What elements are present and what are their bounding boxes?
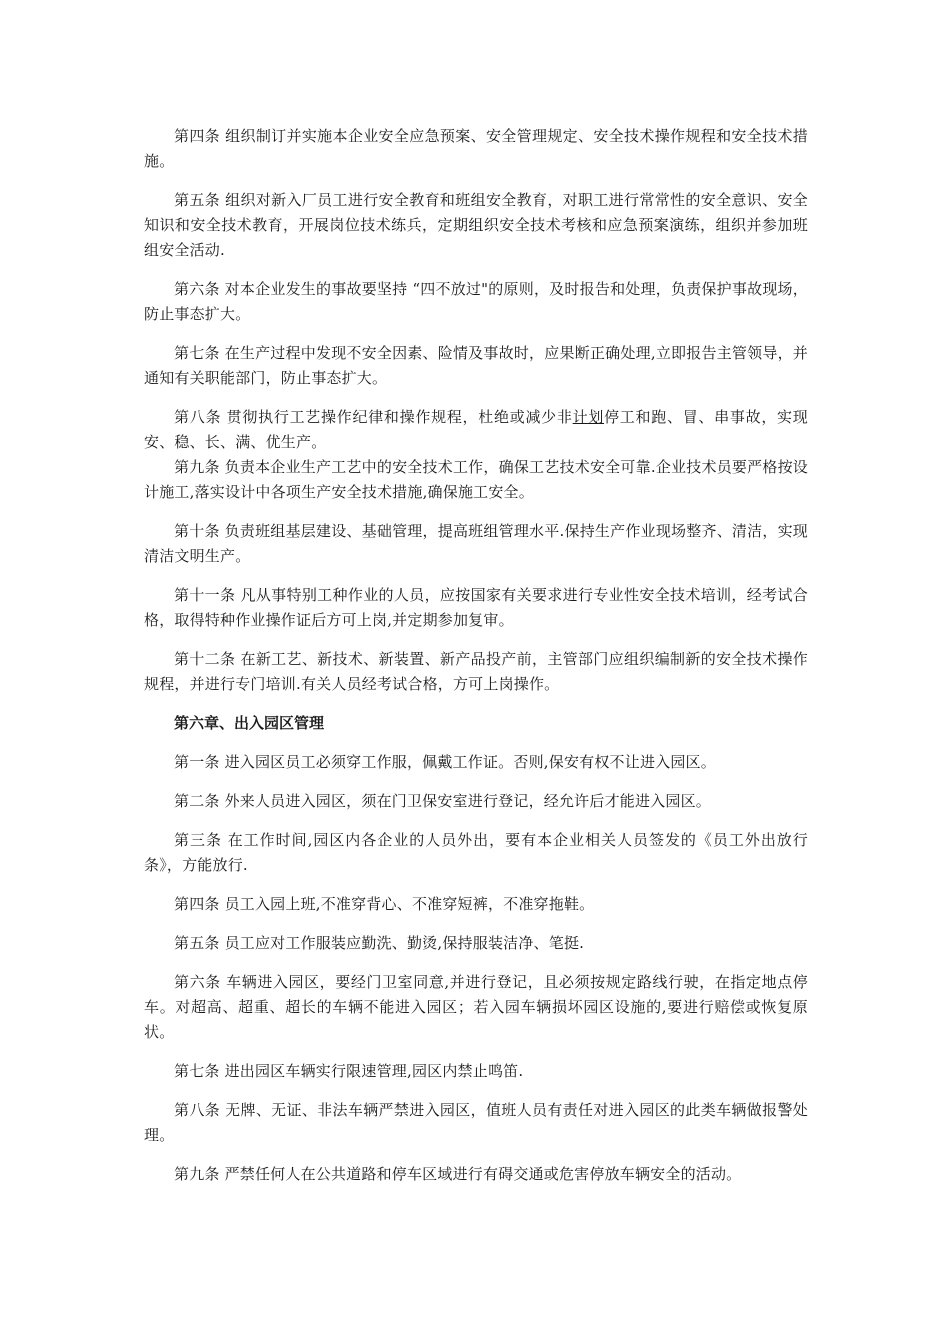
article-5-paragraph: 第五条 组织对新入厂员工进行安全教育和班组安全教育，对职工进行常常性的安全意识、安全知识和安全技术教育，开展岗位技术练兵，定期组织安全技术考核和应急预案演练，组织并参加班组安全活动. bbox=[144, 191, 808, 259]
chapter-6-article-1: 第一条 进入园区员工必须穿工作服，佩戴工作证。否则,保安有权不让进入园区。 bbox=[174, 753, 716, 771]
document-page bbox=[144, 124, 808, 1201]
chapter-6-article-5: 第五条 员工应对工作服装应勤洗、勤烫,保持服装洁净、笔挺. bbox=[174, 934, 585, 952]
chapter-6-article-4: 第四条 员工入园上班,不准穿背心、不准穿短裤，不准穿拖鞋。 bbox=[174, 895, 595, 913]
article-8-underlined-text: 计划 bbox=[572, 408, 605, 426]
chapter-6-article-6: 第六条 车辆进入园区，要经门卫室同意,并进行登记，且必须按规定路线行驶，在指定地点停车。对超高、超重、超长的车辆不能进入园区；若入园车辆损坏园区设施的,要进行赔偿或恢复原状。 bbox=[144, 973, 808, 1041]
article-10-paragraph: 第十条 负责班组基层建设、基础管理，提高班组管理水平.保持生产作业现场整齐、清洁，实现清洁文明生产。 bbox=[144, 522, 808, 565]
article-8-text-before: 第八条 贯彻执行工艺操作纪律和操作规程，杜绝或减少非 bbox=[174, 408, 573, 426]
article-11-paragraph: 第十一条 凡从事特别工种作业的人员，应按国家有关要求进行专业性安全技术培训，经考试合格，取得特种作业操作证后方可上岗,并定期参加复审。 bbox=[144, 586, 808, 629]
article-6-paragraph: 第六条 对本企业发生的事故要坚持 “四不放过"的原则，及时报告和处理，负责保护事故现场，防止事态扩大。 bbox=[144, 280, 808, 323]
article-9-paragraph: 第九条 负责本企业生产工艺中的安全技术工作，确保工艺技术安全可靠.企业技术员要严格按设计施工,落实设计中各项生产安全技术措施,确保施工安全。 bbox=[144, 458, 808, 501]
article-7-paragraph: 第七条 在生产过程中发现不安全因素、险情及事故时，应果断正确处理,立即报告主管领导，并通知有关职能部门，防止事态扩大。 bbox=[144, 344, 808, 387]
chapter-6-article-8: 第八条 无牌、无证、非法车辆严禁进入园区，值班人员有责任对进入园区的此类车辆做报警处理。 bbox=[144, 1101, 808, 1144]
chapter-6-article-9: 第九条 严禁任何人在公共道路和停车区域进行有碍交通或危害停放车辆安全的活动。 bbox=[174, 1165, 742, 1183]
chapter-6-article-2: 第二条 外来人员进入园区，须在门卫保安室进行登记，经允许后才能进入园区。 bbox=[174, 792, 711, 810]
chapter-6-article-3: 第三条 在工作时间,园区内各企业的人员外出，要有本企业相关人员签发的《员工外出放行条》，方能放行. bbox=[144, 831, 808, 874]
chapter-6-heading: 第六章、出入园区管理 bbox=[174, 714, 325, 732]
article-12-paragraph: 第十二条 在新工艺、新技术、新装置、新产品投产前，主管部门应组织编制新的安全技术操作规程，并进行专门培训.有关人员经考试合格，方可上岗操作。 bbox=[144, 650, 808, 693]
article-4-paragraph: 第四条 组织制订并实施本企业安全应急预案、安全管理规定、安全技术操作规程和安全技术措施。 bbox=[144, 127, 808, 170]
article-8-paragraph bbox=[144, 405, 808, 455]
chapter-6-article-7: 第七条 进出园区车辆实行限速管理,园区内禁止鸣笛. bbox=[174, 1062, 524, 1080]
article-8-text-after: 停工和跑、冒、串事故，实现安、稳、长、满、优生产。 bbox=[144, 408, 808, 451]
